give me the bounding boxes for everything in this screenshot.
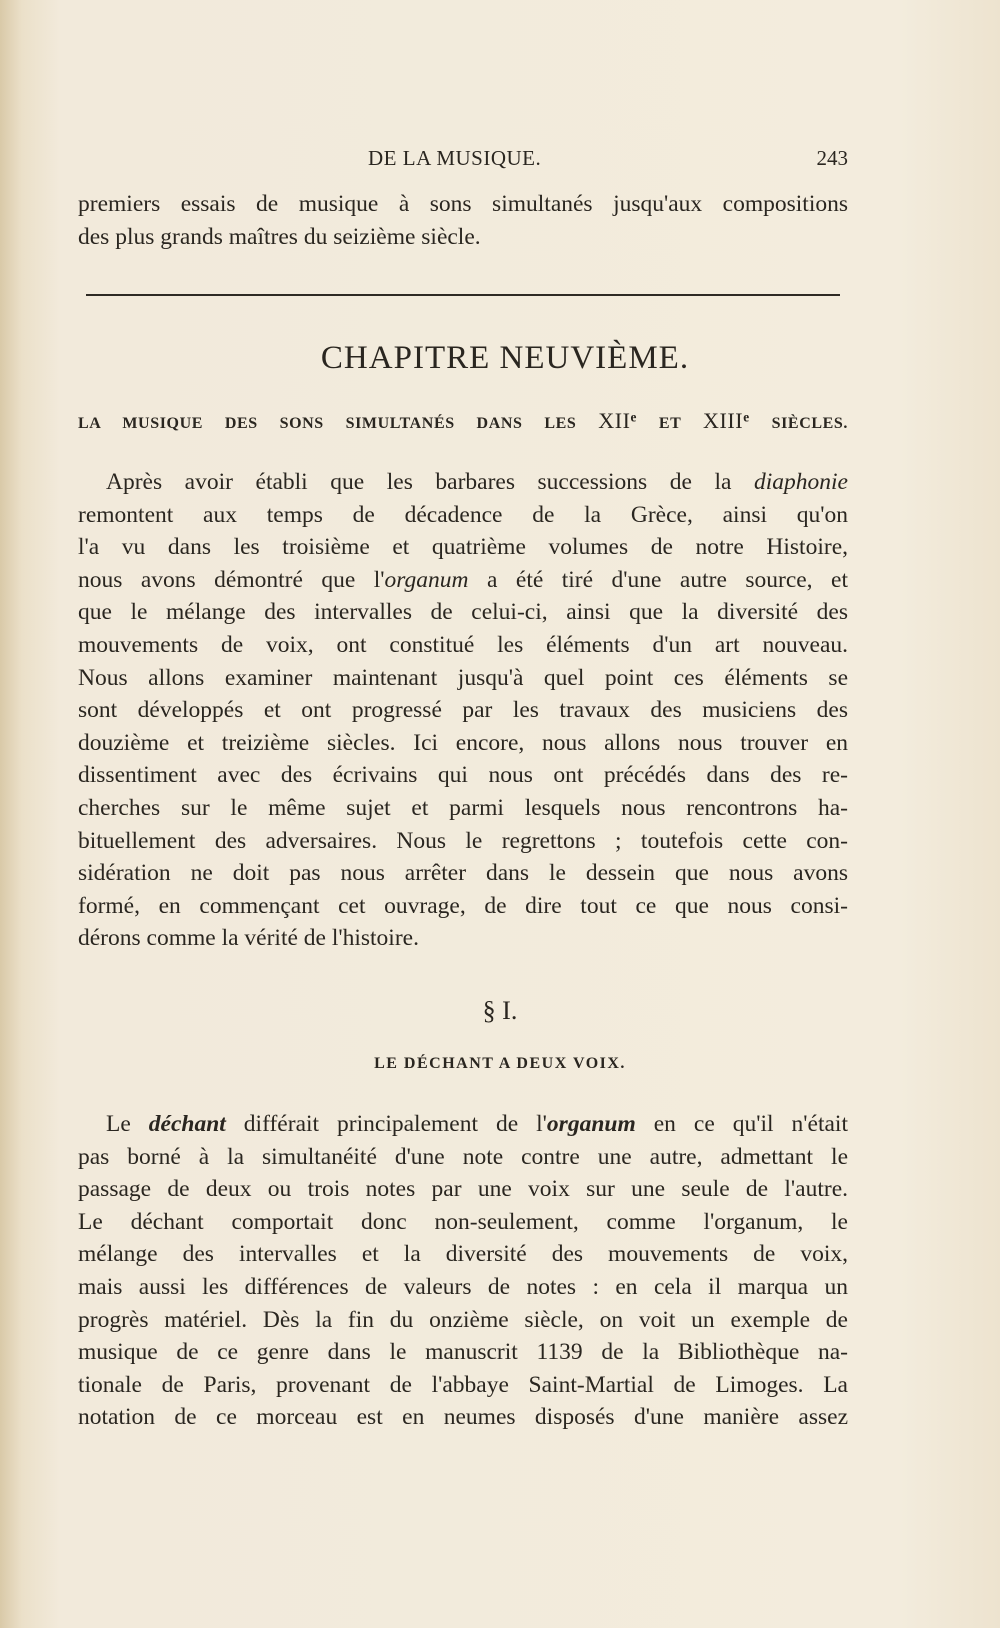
text-line: mais aussi les différences de valeurs de notes : en cela il marqua un [78,1273,848,1300]
text-run: différait principalement de l' [225,1111,547,1137]
italic-term: diaphonie [754,469,848,495]
text-line: formé, en commençant cet ouvrage, de dire tout ce que nous consi- [78,892,848,919]
text-line: mélange des intervalles et la diversité des mouvements de voix, [78,1241,848,1268]
text-line: bituellement des adversaires. Nous le regrettons ; toutefois cette con- [78,827,848,854]
text-line: douzième et treizième siècles. Ici encore, nous allons nous trouver en [78,729,848,756]
text-line: que le mélange des intervalles de celui-ci, ainsi que la diversité des [78,599,848,626]
running-title: DE LA MUSIQUE. [368,146,542,170]
italic-term: déchant [148,1111,226,1137]
superscript: e [630,409,638,425]
text-line: musique de ce genre dans le manuscrit 1139 de la Bibliothèque na- [78,1339,848,1366]
subtitle-text: SIÈCLES. [749,415,848,432]
text-run: en ce qu'il n'était [635,1111,848,1137]
text-line: cherches sur le même sujet et parmi lesquels nous rencontrons ha- [78,794,848,821]
text-line: Nous allons examiner maintenant jusqu'à quel point ces éléments se [78,664,848,691]
chapter-title: CHAPITRE NEUVIÈME. [320,340,690,376]
chapter-subtitle [78,408,848,434]
italic-term: organum [546,1111,636,1137]
text-run: a été tiré d'une autre source, et [468,566,848,593]
text-line: remontent aux temps de décadence de la Grèce, ainsi qu'on [78,501,848,528]
text-line: notation de ce morceau est en neumes disposés d'une manière assez [78,1404,848,1431]
superscript: e [743,409,750,425]
paragraph [78,1108,848,1434]
chapter-divider [86,294,840,296]
subtitle-text: ET [637,415,703,432]
running-head [78,146,848,170]
text-line: tionale de Paris, provenant de l'abbaye Saint-Martial de Limoges. La [78,1371,848,1398]
text-line: premiers essais de musique à sons simultanés jusqu'aux compositions [78,191,848,217]
text-line: des plus grands maîtres du seizième siècle. [78,223,481,250]
roman-numeral: XIII [702,408,744,433]
text-line [78,466,848,499]
subtitle-text: LA MUSIQUE DES SONS SIMULTANÉS DANS LES [78,415,599,432]
text-run: nous avons démontré que l' [78,566,385,593]
text-line: Le déchant comportait donc non-seulement, comme l'organum, le [78,1208,848,1235]
section-mark: § I. [482,996,518,1025]
text-line: sidération ne doit pas nous arrêter dans le dessein que nous avons [78,860,848,887]
text-line: l'a vu dans les troisième et quatrième volumes de notre Histoire, [78,534,848,561]
page-number: 243 [816,146,848,170]
text-line [78,1108,848,1141]
italic-term: organum [384,566,469,593]
text-line: passage de deux ou trois notes par une voix sur une seule de l'autre. [78,1176,848,1203]
text-line [78,564,848,597]
section-title: LE DÉCHANT A DEUX VOIX. [374,1055,626,1072]
text-line: pas borné à la simultanéité d'une note contre une autre, admettant le [78,1143,848,1170]
text-run: Après avoir établi que les barbares successions de la [106,469,754,495]
text-line: sont développés et ont progressé par les travaux des musiciens des [78,697,848,724]
intro-paragraph [78,188,848,253]
text-line: dérons comme la vérité de l'histoire. [78,925,419,952]
paragraph [78,466,848,955]
text-line: progrès matériel. Dès la fin du onzième siècle, on voit un exemple de [78,1306,848,1333]
roman-numeral: XII [598,408,631,433]
text-line: mouvements de voix, ont constitué les éléments d'un art nouveau. [78,631,848,658]
text-line: dissentiment avec des écrivains qui nous ont précédés dans des re- [78,762,848,789]
text-run: Le [106,1111,149,1137]
